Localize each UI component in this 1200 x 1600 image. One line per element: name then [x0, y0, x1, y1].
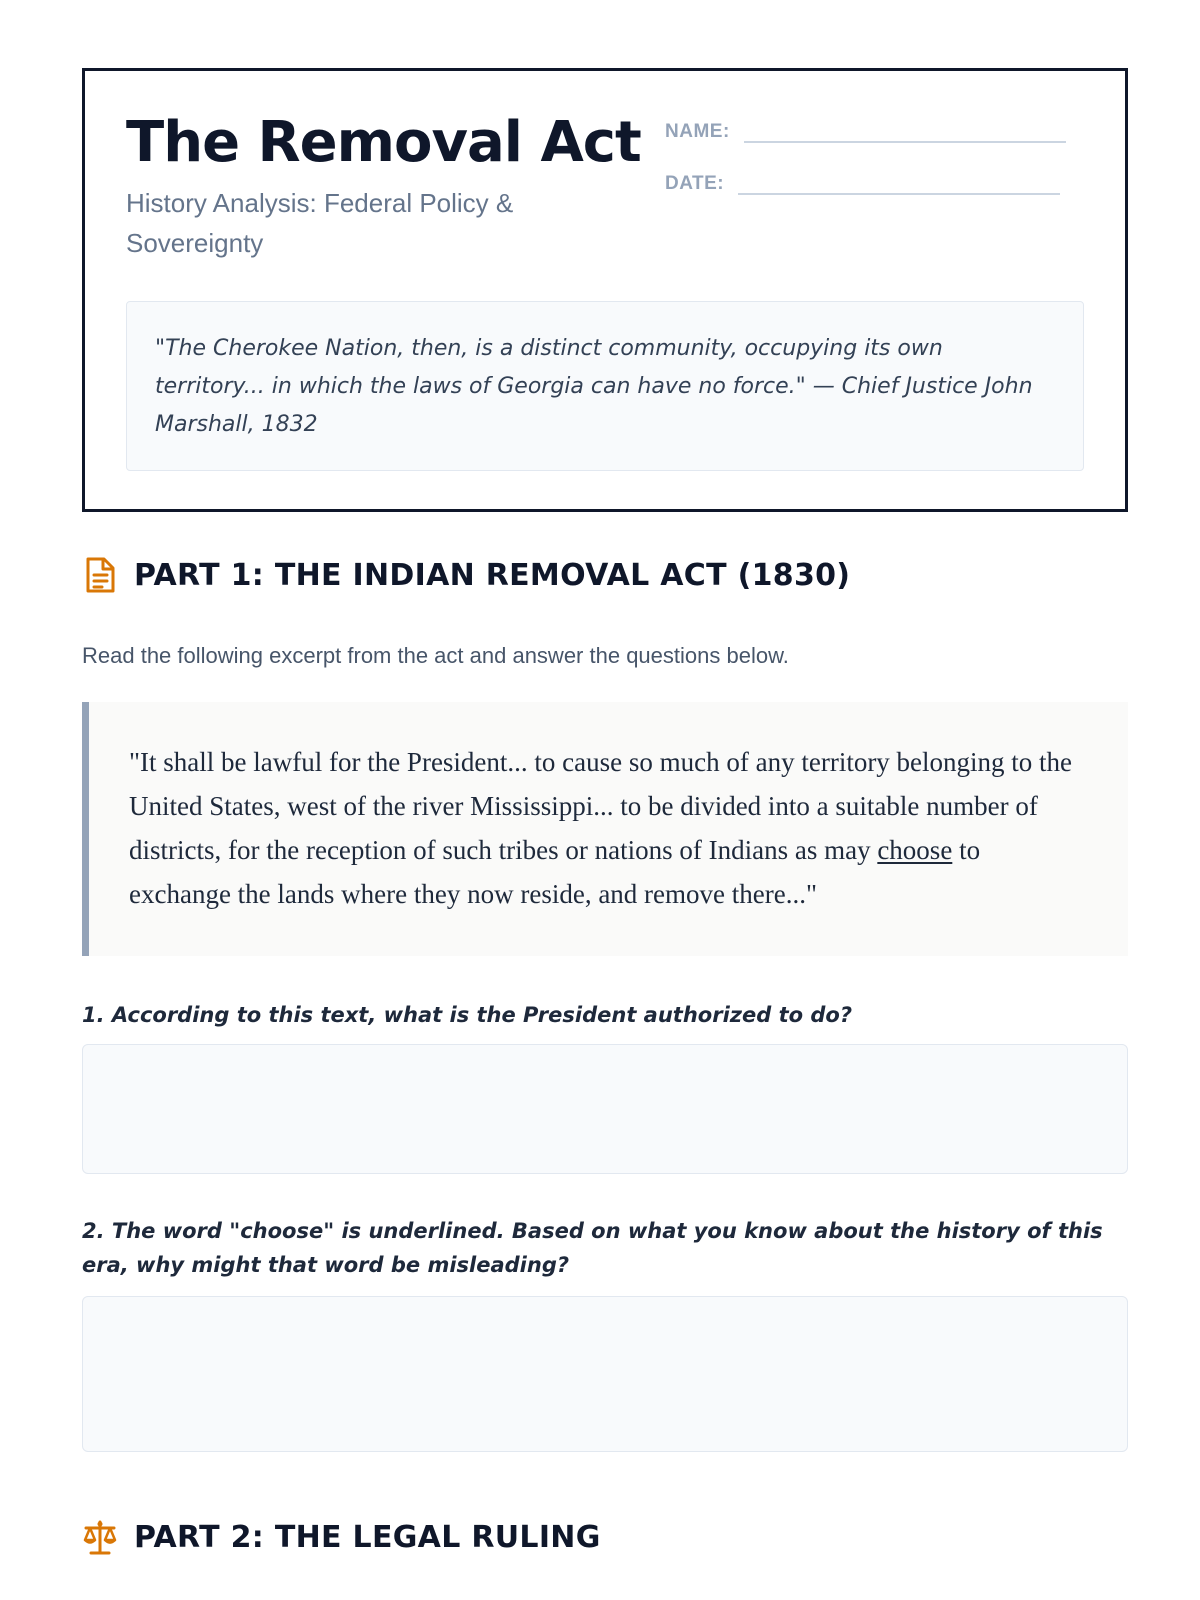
excerpt-text [129, 740, 1088, 916]
question-2: 2. The word "choose" is underlined. Based on what you know about the history of this era, why might that word be misleading? [82, 1219, 1103, 1277]
header-card [82, 68, 1128, 512]
name-field[interactable] [744, 121, 1066, 143]
part1-instructions: Read the following excerpt from the act and answer the questions below. [82, 643, 789, 668]
underlined-word: choose [877, 835, 953, 865]
excerpt-text-start: "It shall be lawful for the President... to cause so much of any territory belonging to the United States, west of the river Mississippi... to be divided into a suitable number of districts, for the reception of such tribes or nations of Indians as may [129, 747, 1073, 865]
excerpt-text-end: to exchange the lands where they now reside, and remove there..." [129, 835, 981, 909]
name-field-row [665, 121, 1066, 143]
date-label: DATE: [665, 173, 725, 194]
part2-title: PART 2: THE LEGAL RULING [134, 1519, 601, 1555]
worksheet-page [82, 68, 1128, 1555]
document-icon [82, 556, 118, 594]
date-field[interactable] [738, 173, 1060, 195]
act-excerpt [82, 702, 1128, 956]
answer-box-1[interactable] [82, 1044, 1128, 1174]
page-subtitle: History Analysis: Federal Policy & Sovereignty [126, 188, 514, 258]
date-field-row [665, 173, 1060, 195]
header-quote-box [126, 301, 1084, 471]
scales-icon [82, 1518, 118, 1556]
part1-heading [82, 556, 850, 594]
marshall-quote: "The Cherokee Nation, then, is a distinct community, occupying its own territory... in which the laws of Georgia can have no force." — Chief Justice John Marshall, 1832 [155, 336, 1033, 437]
page-title: The Removal Act [126, 110, 641, 175]
part1-title: PART 1: THE INDIAN REMOVAL ACT (1830) [134, 557, 851, 593]
question-1: 1. According to this text, what is the President authorized to do? [82, 1003, 852, 1027]
name-label: NAME: [665, 121, 730, 142]
answer-box-2[interactable] [82, 1296, 1128, 1452]
part2-heading [82, 1518, 601, 1556]
